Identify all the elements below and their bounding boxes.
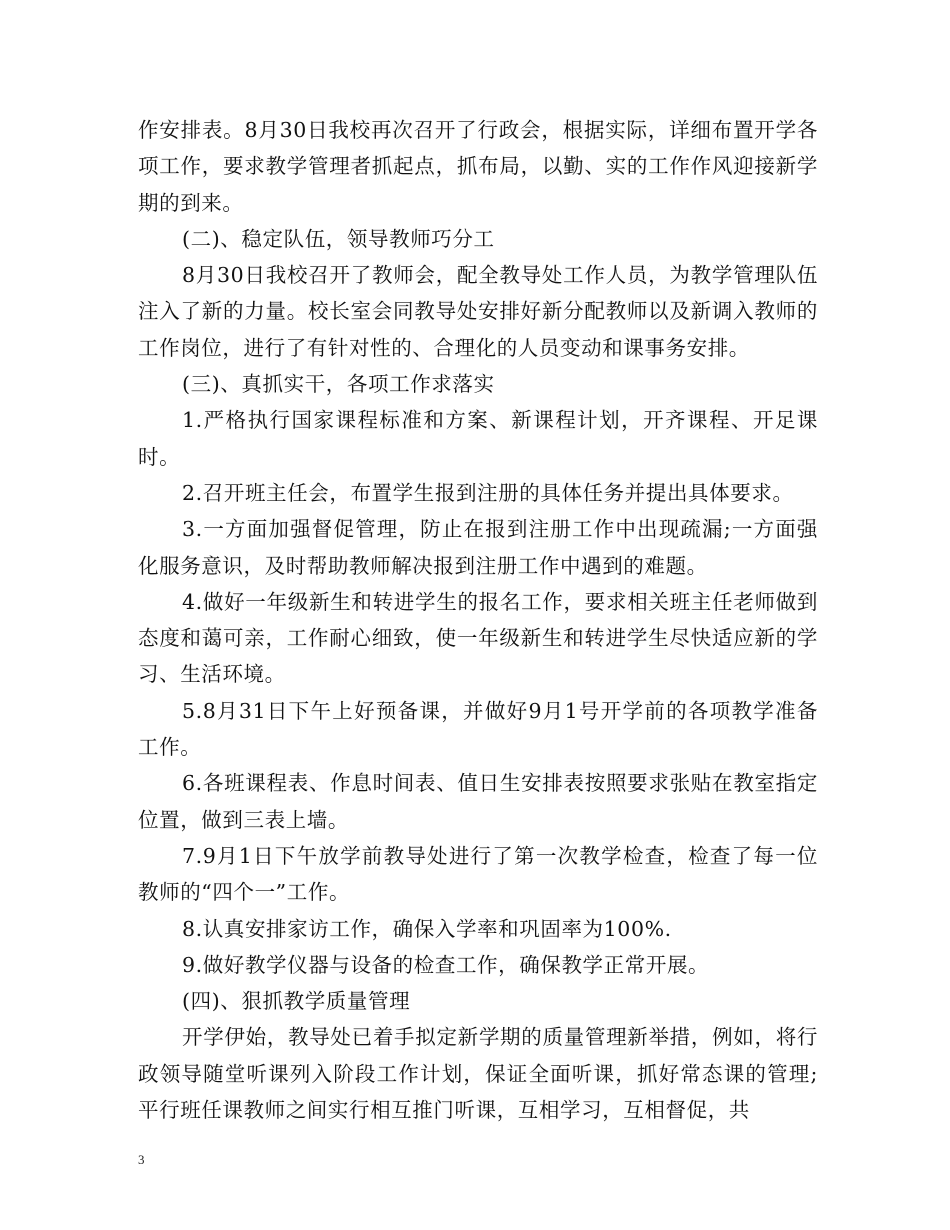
list-item-5: 5.8月31日下午上好预备课，并做好9月1号开学前的各项教学准备工作。	[138, 698, 818, 760]
paragraph-quality-management: 开学伊始，教导处已着手拟定新学期的质量管理新举措，例如，将行政领导随堂听课列入阶段工作计划，保证全面听课，抓好常态课的管理;平行班任课教师之间实行相互推门听课，互相学习，互相督促，共	[138, 1025, 818, 1123]
section-heading-4: (四)、狠抓教学质量管理	[182, 989, 411, 1014]
section-heading-2: (二)、稳定队伍，领导教师巧分工	[182, 226, 495, 251]
list-item-2: 2.召开班主任会，布置学生报到注册的具体任务并提出具体要求。	[182, 480, 794, 505]
page-number: 3	[138, 1152, 145, 1167]
list-item-4: 4.做好一年级新生和转进学生的报名工作，要求相关班主任老师做到态度和蔼可亲，工作耐心细致，使一年级新生和转进学生尽快适应新的学习、生活环境。	[138, 589, 818, 687]
document-body	[138, 112, 818, 1128]
list-item-6: 6.各班课程表、作息时间表、值日生安排表按照要求张贴在教室指定位置，做到三表上墙。	[138, 771, 818, 832]
list-item-7: 7.9月1日下午放学前教导处进行了第一次教学检查，检查了每一位教师的“四个一”工作。	[138, 843, 818, 905]
paragraph-teacher-meeting: 8月30日我校召开了教师会，配全教导处工作人员，为教学管理队伍注入了新的力量。校长室会同教导处安排好新分配教师以及新调入教师的工作岗位，进行了有针对性的、合理化的人员变动和课事务安排。	[138, 263, 818, 360]
list-item-8: 8.认真安排家访工作，确保入学率和巩固率为100%.	[182, 916, 672, 941]
list-item-3: 3.一方面加强督促管理，防止在报到注册工作中出现疏漏;一方面强化服务意识，及时帮助教师解决报到注册工作中遇到的难题。	[138, 517, 818, 578]
section-heading-3: (三)、真抓实干，各项工作求落实	[182, 372, 495, 397]
list-item-9: 9.做好教学仪器与设备的检查工作，确保教学正常开展。	[182, 952, 710, 977]
list-item-1: 1.严格执行国家课程标准和方案、新课程计划，开齐课程、开足课时。	[138, 408, 818, 469]
paragraph-continuation: 作安排表。8月30日我校再次召开了行政会，根据实际，详细布置开学各项工作，要求教学管理者抓起点，抓布局，以勤、实的工作作风迎接新学期的到来。	[138, 118, 818, 215]
